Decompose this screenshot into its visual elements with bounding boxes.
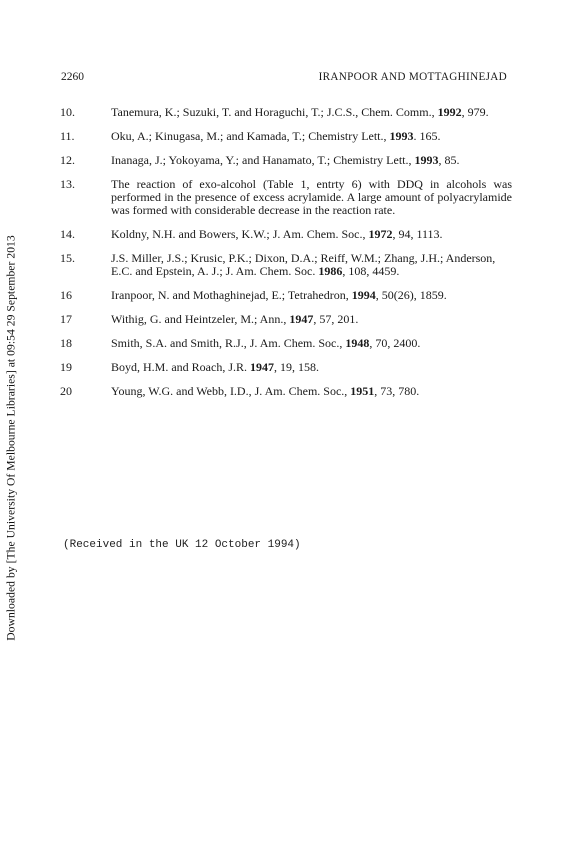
reference-year: 1947: [289, 312, 314, 326]
reference-number: 15.: [60, 251, 75, 265]
reference-item: [60, 252, 512, 278]
reference-text: J.S. Miller, J.S.; Krusic, P.K.; Dixon, D.A.; Reiff, W.M.; Zhang, J.H.; Anderson, E.C. and Epstein, A. J.; J. Am. Chem. Soc. 1986, 108, 4459.: [111, 251, 496, 278]
reference-year: 1993: [414, 153, 439, 167]
reference-text: Withig, G. and Heintzeler, M.; Ann., 1947, 57, 201.: [111, 312, 359, 326]
reference-number: 13.: [60, 177, 75, 191]
reference-text: Oku, A.; Kinugasa, M.; and Kamada, T.; Chemistry Lett., 1993. 165.: [111, 129, 441, 143]
reference-number: 18: [60, 336, 72, 350]
reference-number: 14.: [60, 227, 75, 241]
reference-item: [60, 178, 512, 217]
reference-year: 1993: [389, 129, 414, 143]
reference-number: 17: [60, 312, 72, 326]
reference-year: 1948: [345, 336, 370, 350]
reference-number: 10.: [60, 105, 75, 119]
reference-item: [60, 361, 512, 374]
reference-year: 1951: [350, 384, 375, 398]
reference-item: [60, 228, 512, 241]
reference-text: Young, W.G. and Webb, I.D., J. Am. Chem. Soc., 1951, 73, 780.: [111, 384, 420, 398]
reference-number: 20: [60, 384, 72, 398]
reference-text: Inanaga, J.; Yokoyama, Y.; and Hanamato, T.; Chemistry Lett., 1993, 85.: [111, 153, 460, 167]
running-head: IRANPOOR AND MOTTAGHINEJAD: [318, 71, 507, 83]
reference-number: 11.: [60, 129, 75, 143]
reference-text: Boyd, H.M. and Roach, J.R. 1947, 19, 158.: [111, 360, 319, 374]
received-note: (Received in the UK 12 October 1994): [63, 539, 301, 551]
reference-item: [60, 313, 512, 326]
reference-item: [60, 154, 512, 167]
reference-item: [60, 385, 512, 398]
reference-text: The reaction of exo-alcohol (Table 1, entrty 6) with DDQ in alcohols was performed in the presence of excess acrylamide. A large amount of polyacrylamide was formed with considerable decrease in the reaction rate.: [111, 177, 512, 217]
reference-item: [60, 289, 512, 302]
reference-number: 12.: [60, 153, 75, 167]
reference-item: [60, 106, 512, 119]
reference-text: Smith, S.A. and Smith, R.J., J. Am. Chem. Soc., 1948, 70, 2400.: [111, 336, 421, 350]
download-watermark: [0, 0, 22, 865]
reference-number: 16: [60, 288, 72, 302]
reference-year: 1994: [351, 288, 376, 302]
reference-year: 1992: [437, 105, 462, 119]
reference-text: Tanemura, K.; Suzuki, T. and Horaguchi, T.; J.C.S., Chem. Comm., 1992, 979.: [111, 105, 489, 119]
reference-year: 1986: [318, 264, 343, 278]
reference-list: [60, 106, 512, 409]
reference-item: [60, 337, 512, 350]
reference-year: 1972: [368, 227, 393, 241]
reference-text: Iranpoor, N. and Mothaghinejad, E.; Tetrahedron, 1994, 50(26), 1859.: [111, 288, 447, 302]
page-number: 2260: [61, 71, 84, 83]
watermark-text: Downloaded by [The University Of Melbourne Libraries] at 09:54 29 September 2013: [4, 235, 18, 641]
reference-text: Koldny, N.H. and Bowers, K.W.; J. Am. Chem. Soc., 1972, 94, 1113.: [111, 227, 443, 241]
reference-year: 1947: [250, 360, 274, 374]
reference-item: [60, 130, 512, 143]
reference-number: 19: [60, 360, 72, 374]
